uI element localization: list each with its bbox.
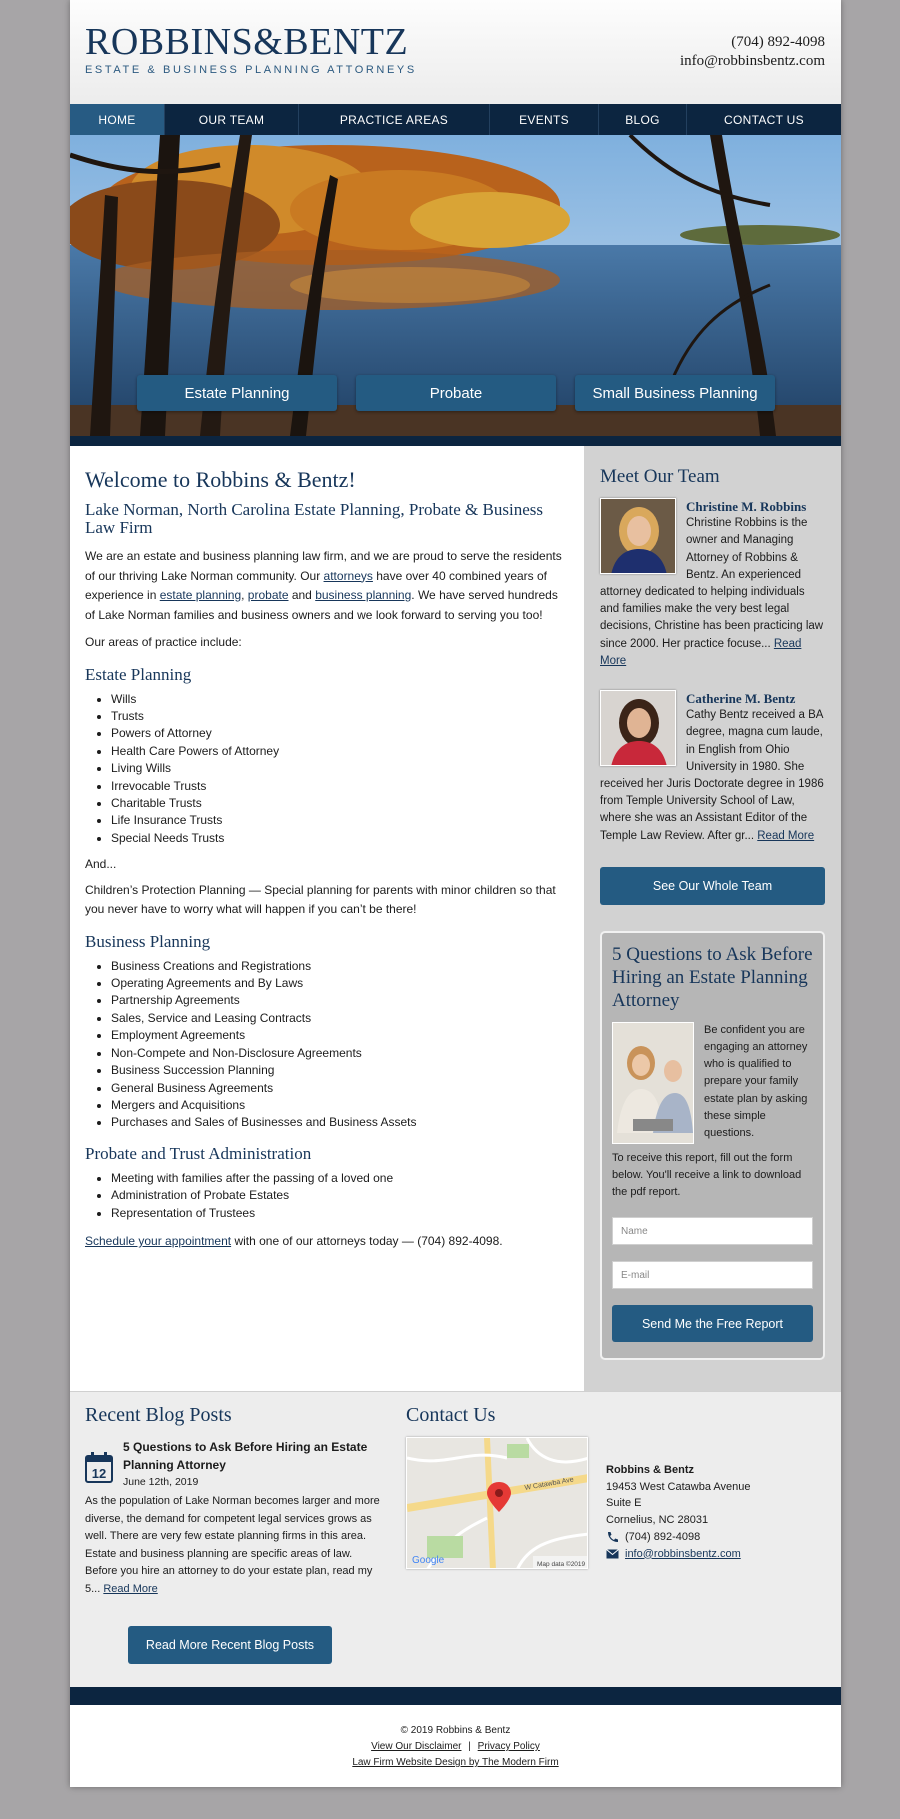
member-name[interactable]: Christine M. Robbins	[686, 499, 807, 514]
free-report-box	[600, 931, 825, 1361]
read-more-link[interactable]: Read More	[757, 829, 815, 842]
list-item: • Trusts	[111, 708, 569, 725]
report-name-input[interactable]: Name	[612, 1217, 813, 1245]
envelope-icon	[606, 1549, 619, 1559]
team-member-robbins	[600, 498, 825, 670]
member-bio: Cathy Bentz received a BA degree, magna cum laude, in English from Ohio University in 1980. She received her Juris Doctorate degree in 1986 from Temple University School of Law, where she was an Assistant Editor of the Temple Law Review. After gr...	[600, 709, 824, 842]
link-attorneys[interactable]: attorneys	[323, 568, 373, 583]
site-footer	[70, 1705, 841, 1771]
areas-intro: Our areas of practice include:	[85, 635, 242, 649]
contact-address	[606, 1462, 751, 1562]
list-item: • Charitable Trusts	[111, 795, 569, 812]
list-item: • Administration of Probate Estates	[111, 1187, 569, 1204]
nav-blog[interactable]: BLOG	[599, 104, 687, 135]
logo-tagline: ESTATE & BUSINESS PLANNING ATTORNEYS	[85, 64, 417, 76]
logo-wordmark: ROBBINS&BENTZ	[85, 21, 409, 63]
hero-banner	[70, 135, 841, 436]
list-item: • Business Creations and Registrations	[111, 958, 569, 975]
main-content	[70, 446, 584, 1391]
report-title: 5 Questions to Ask Before Hiring an Estate Planning Attorney	[612, 943, 813, 1011]
business-heading: Business Planning	[85, 931, 211, 951]
list-item: • Sales, Service and Leasing Contracts	[111, 1010, 569, 1027]
probate-list	[111, 1170, 569, 1222]
nav-practice-areas[interactable]: PRACTICE AREAS	[299, 104, 490, 135]
address-line-2: Suite E	[606, 1497, 642, 1510]
address-line-3: Cornelius, NC 28031	[606, 1514, 709, 1527]
team-member-bentz	[600, 690, 825, 845]
contact-us	[406, 1404, 826, 1568]
bottom-section	[70, 1391, 841, 1687]
catherine-photo[interactable]	[600, 690, 676, 766]
hero-button-small-business-planning[interactable]: Small Business Planning	[575, 375, 775, 411]
footer-divider: |	[468, 1741, 471, 1752]
nav-home[interactable]: HOME	[70, 104, 165, 135]
intro-sep-2: and	[288, 588, 316, 602]
schedule-text: with one of our attorneys today — (704) 892-4098.	[231, 1233, 503, 1248]
and-text: And...	[85, 857, 117, 872]
list-item: • Life Insurance Trusts	[111, 812, 569, 829]
list-item: • Health Care Powers of Attorney	[111, 743, 569, 760]
page	[70, 0, 841, 1787]
footer-links	[70, 1739, 841, 1755]
estate-heading: Estate Planning	[85, 664, 192, 684]
see-whole-team-button[interactable]: See Our Whole Team	[600, 867, 825, 905]
hero-divider	[70, 436, 841, 446]
page-subtitle: Lake Norman, North Carolina Estate Planning, Probate & Business Law Firm	[85, 500, 543, 537]
list-item: • Operating Agreements and By Laws	[111, 975, 569, 992]
post-date: June 12th, 2019	[123, 1476, 199, 1488]
nav-our-team[interactable]: OUR TEAM	[165, 104, 299, 135]
schedule-appointment-link[interactable]: Schedule your appointment	[85, 1233, 232, 1248]
post-title[interactable]: 5 Questions to Ask Before Hiring an Estate Planning Attorney	[123, 1440, 368, 1472]
read-more-link[interactable]: Read More	[600, 637, 802, 667]
report-email-input[interactable]: E-mail	[612, 1261, 813, 1289]
address-line-1: 19453 West Catawba Avenue	[606, 1480, 751, 1493]
blog-section-title: Recent Blog Posts	[85, 1404, 232, 1426]
contact-email-row	[606, 1546, 751, 1563]
list-item: • Irrevocable Trusts	[111, 778, 569, 795]
intro-sep-1: ,	[241, 588, 248, 602]
link-business-planning[interactable]: business planning	[315, 588, 412, 602]
list-item: • Meeting with families after the passing of a loved one	[111, 1170, 569, 1187]
post-excerpt-text: As the population of Lake Norman becomes larger and more diverse, the demand for competent legal services grows as well. There are very few estate planning firms in this area. Estate and business planning are specific areas of law. Before you hire an attorney to do your estate plan, read my 5...	[85, 1495, 380, 1595]
footer-bar	[70, 1687, 841, 1705]
design-credit-link[interactable]: Law Firm Website Design by The Modern Firm	[352, 1757, 559, 1768]
contact-phone[interactable]: (704) 892-4098	[625, 1530, 701, 1543]
nav-events[interactable]: EVENTS	[490, 104, 599, 135]
calendar-day: 12	[91, 1466, 107, 1481]
list-item: • Wills	[111, 691, 569, 708]
privacy-policy-link[interactable]: Privacy Policy	[477, 1741, 540, 1752]
report-body	[612, 1022, 813, 1202]
schedule-paragraph	[85, 1232, 569, 1252]
send-report-button[interactable]: Send Me the Free Report	[612, 1305, 813, 1342]
intro-text-2: have over 40 combined years of experience in	[85, 568, 548, 602]
disclaimer-link[interactable]: View Our Disclaimer	[371, 1741, 462, 1752]
intro-paragraph	[85, 547, 569, 625]
list-item: • Business Succession Planning	[111, 1062, 569, 1079]
estate-list	[111, 691, 569, 848]
business-list	[111, 958, 569, 1132]
phone-icon	[606, 1531, 619, 1543]
firm-name: Robbins & Bentz	[606, 1464, 694, 1476]
list-item: • Powers of Attorney	[111, 725, 569, 742]
report-photo	[612, 1022, 694, 1144]
team-title: Meet Our Team	[600, 466, 720, 487]
site-header	[70, 0, 841, 104]
post-excerpt	[85, 1493, 380, 1599]
christine-photo[interactable]	[600, 498, 676, 574]
map-road-label: W Catawba Ave	[524, 1476, 575, 1492]
intro-text-3: . We have served hundreds of Lake Norman families and business owners and we look forward to serving you too!	[85, 588, 558, 622]
recent-blog-posts	[85, 1404, 380, 1599]
read-more-blog-posts-button[interactable]: Read More Recent Blog Posts	[128, 1626, 332, 1664]
header-email[interactable]: info@robbinsbentz.com	[679, 53, 825, 69]
member-bio: Christine Robbins is the owner and Managing Attorney of Robbins & Bentz. An experienced attorney dedicated to helping individuals and families make the very best legal decisions, Christine has been practicing law since 2000. Her practice focuse...	[600, 517, 824, 650]
sidebar	[584, 446, 841, 1391]
page-title: Welcome to Robbins & Bentz!	[85, 467, 356, 492]
member-name[interactable]: Catherine M. Bentz	[686, 691, 796, 707]
nav-contact-us[interactable]: CONTACT US	[724, 112, 804, 127]
google-logo: Google	[412, 1555, 445, 1566]
hero-button-probate[interactable]: Probate	[356, 375, 556, 411]
main-section	[70, 446, 841, 1391]
link-estate-planning[interactable]: estate planning	[159, 588, 242, 602]
post-read-more-link[interactable]: Read More	[103, 1582, 158, 1595]
list-item: • General Business Agreements	[111, 1080, 569, 1097]
list-item: • Employment Agreements	[111, 1027, 569, 1044]
list-item: • Special Needs Trusts	[111, 830, 569, 847]
report-text-2: To receive this report, fill out the form below. You'll receive a link to download the pdf report.	[612, 1151, 802, 1199]
site-logo[interactable]	[85, 22, 417, 76]
location-map[interactable]	[406, 1437, 588, 1569]
list-item: • Non-Compete and Non-Disclosure Agreements	[111, 1045, 569, 1062]
childrens-protection-text: Children’s Protection Planning — Special planning for parents with minor children so that you never have to worry what will happen if you can’t be there!	[85, 882, 556, 917]
hero-button-estate-planning[interactable]: Estate Planning	[137, 375, 337, 411]
calendar-icon	[85, 1452, 113, 1484]
link-probate[interactable]: probate	[247, 588, 289, 602]
copyright: © 2019 Robbins & Bentz	[400, 1725, 511, 1736]
main-nav	[70, 104, 841, 135]
header-contact	[680, 33, 825, 71]
list-item: • Mergers and Acquisitions	[111, 1097, 569, 1114]
list-item: • Representation of Trustees	[111, 1205, 569, 1222]
header-phone[interactable]: (704) 892-4098	[731, 34, 825, 50]
list-item: • Living Wills	[111, 760, 569, 777]
probate-heading: Probate and Trust Administration	[85, 1143, 312, 1163]
contact-section-title: Contact Us	[406, 1404, 496, 1426]
contact-phone-row	[606, 1529, 751, 1546]
contact-email[interactable]: info@robbinsbentz.com	[625, 1547, 741, 1560]
intro-text-1: We are an estate and business planning law firm, and we are proud to serve the residents of our thriving Lake Norman community. Our	[85, 549, 562, 583]
list-item: • Partnership Agreements	[111, 992, 569, 1009]
list-item: • Purchases and Sales of Businesses and Business Assets	[111, 1114, 569, 1131]
report-text-1: Be confident you are engaging an attorney who is qualified to prepare your family estate plan by asking these simple questions.	[704, 1023, 808, 1140]
map-credit: Map data ©2019	[537, 1561, 586, 1568]
